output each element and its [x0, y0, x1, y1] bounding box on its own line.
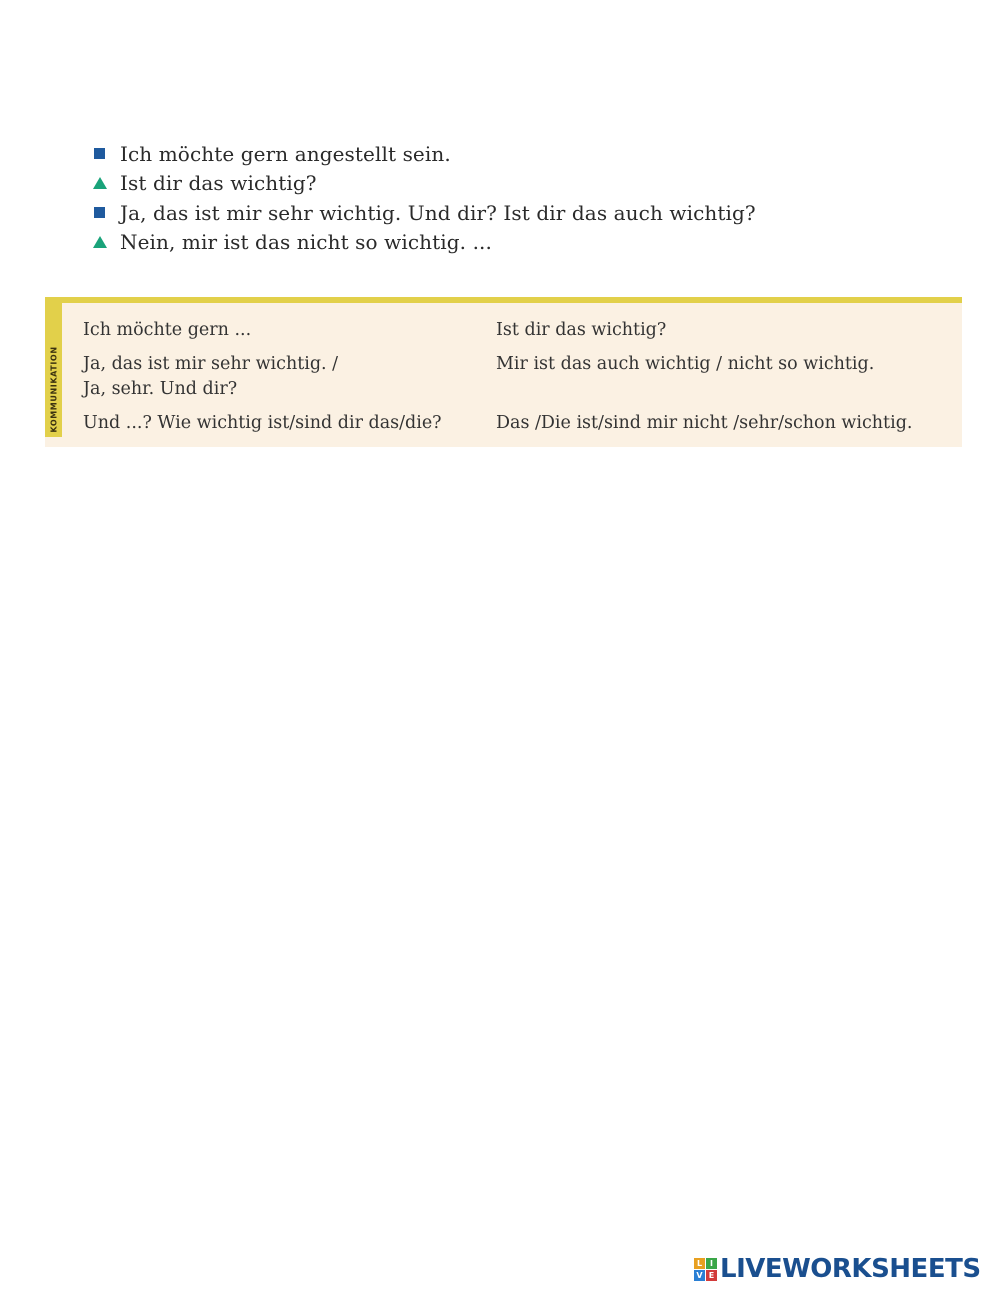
dialog-line	[92, 169, 756, 199]
phrase-right: Mir ist das auch wichtig / nicht so wichtig.	[496, 354, 875, 374]
triangle-bullet-icon	[93, 236, 107, 248]
square-bullet-icon	[94, 207, 105, 218]
dialog-list	[92, 139, 756, 257]
dialog-text: Ja, das ist mir sehr wichtig. Und dir? Ist dir das auch wichtig?	[120, 200, 756, 225]
phrase-left: Und ...? Wie wichtig ist/sind dir das/die?	[83, 413, 442, 433]
dialog-line	[92, 139, 756, 169]
phrase-left-continued: Ja, sehr. Und dir?	[83, 379, 238, 399]
liveworksheets-logo	[694, 1254, 981, 1284]
accent-top-bar	[45, 297, 962, 303]
phrase-right: Das /Die ist/sind mir nicht /sehr/schon wichtig.	[496, 413, 913, 433]
dialog-text: Nein, mir ist das nicht so wichtig. ...	[120, 230, 492, 255]
phrase-right: Ist dir das wichtig?	[496, 320, 667, 340]
dialog-line	[92, 228, 756, 258]
square-bullet-icon	[94, 148, 105, 159]
dialog-text: Ich möchte gern angestellt sein.	[120, 141, 451, 166]
phrase-left: Ja, das ist mir sehr wichtig. /	[83, 354, 339, 374]
triangle-bullet-icon	[93, 177, 107, 189]
box-label: KOMMUNIKATION	[49, 346, 59, 433]
phrase-left: Ich möchte gern ...	[83, 320, 252, 340]
communication-box	[45, 297, 962, 447]
logo-icon: L I V E	[694, 1258, 717, 1281]
dialog-line	[92, 198, 756, 228]
brand-name: LIVEWORKSHEETS	[720, 1254, 981, 1284]
dialog-text: Ist dir das wichtig?	[120, 171, 317, 196]
